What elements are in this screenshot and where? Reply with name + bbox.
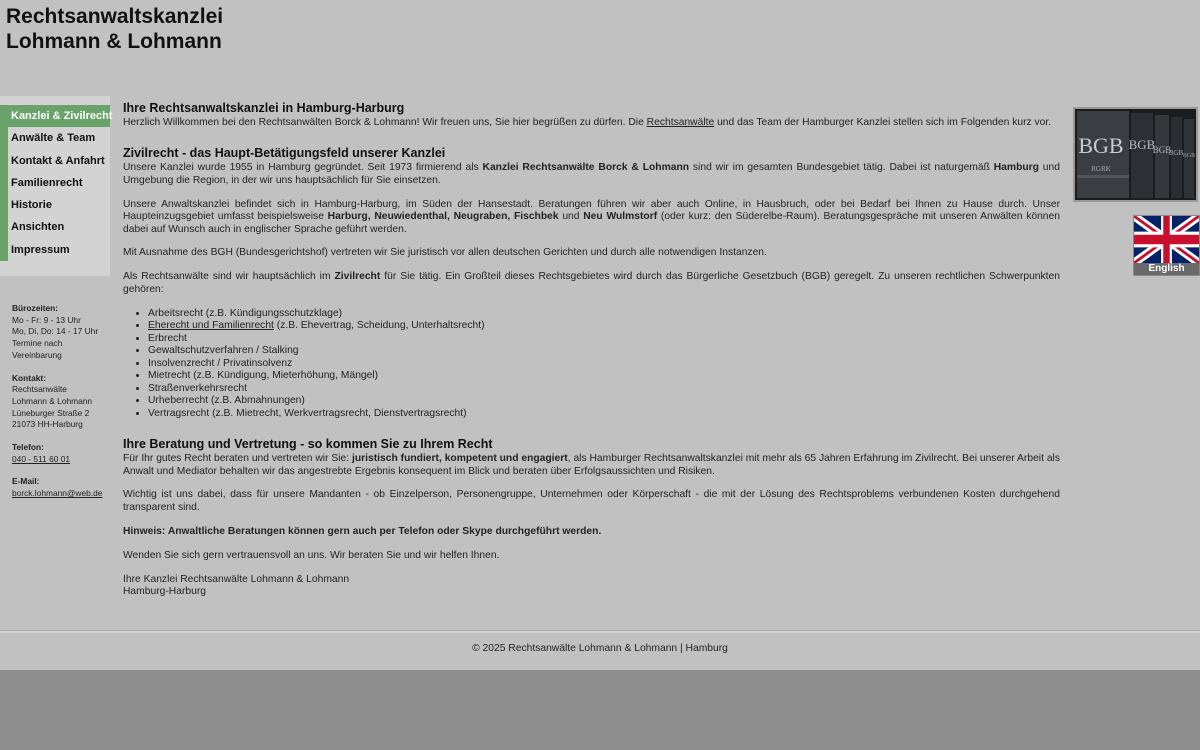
office-hours-line: Mo, Di, Do: 14 - 17 Uhr (12, 326, 99, 337)
nav-list (0, 105, 113, 261)
paragraph-focus (123, 271, 1060, 296)
site-title-line2: Lohmann & Lohmann (6, 30, 222, 53)
nav-item-familienrecht[interactable]: Familienrecht (0, 172, 110, 194)
section-heading-beratung: Ihre Beratung und Vertretung - so kommen Sie zu Ihrem Recht (123, 437, 493, 452)
email-label: E-Mail: (12, 476, 40, 487)
intro-paragraph (123, 117, 1060, 129)
office-hours-line: Mo - Fr: 9 - 13 Uhr (12, 314, 81, 325)
bgb-spine-text: BGB (1128, 137, 1156, 152)
signature-line: Hamburg-Harburg (123, 586, 206, 597)
bold-text: Hamburg (993, 162, 1039, 174)
paragraph-location (123, 199, 1060, 236)
bgb-spine-text: BGB (1168, 149, 1184, 157)
nav-item-kontakt-anfahrt[interactable]: Kontakt & Anfahrt (0, 150, 110, 172)
list-item: • Mietrecht (z.B. Kündigung, Mieterhöhung, Mängel) (148, 370, 1060, 383)
text: Als Rechtsanwälte sind wir hauptsächlich im (123, 271, 335, 283)
office-hours-line: Vereinbarung (12, 349, 62, 360)
contact-line: Lohmann & Lohmann (12, 395, 93, 406)
contact-label: Kontakt: (12, 372, 46, 383)
bgb-small-text: RGRK (1091, 165, 1111, 173)
signature-line: Ihre Kanzlei Rechtsanwälte Lohmann & Lohmann (123, 573, 350, 585)
rechtsanwaelte-link[interactable]: Rechtsanwälte (646, 117, 715, 128)
list-item: • Urheberrecht (z.B. Abmahnungen) (148, 395, 1060, 408)
list-item: • Insolvenzrecht / Privatinsolvenz (148, 358, 1060, 371)
text: (z.B. Ehevertrag, Scheidung, Unterhaltsrecht) (273, 320, 485, 332)
footer-divider (0, 630, 1200, 633)
bgb-spine-text: BGB (1152, 145, 1172, 155)
paragraph-costs: Wichtig ist uns dabei, dass für unsere Mandanten - ob Einzelperson, Personengruppe, Unternehmen oder Körperschaft - die mit der Lösung des Rechtsproblems verbundenen Kosten durchgehend transparent sind. (123, 489, 1060, 513)
intro-text: und das Team der Hamburger Kanzlei stellen sich im Folgenden kurz vor. (714, 117, 1052, 128)
list-item: • Straßenverkehrsrecht (148, 383, 1060, 396)
list-item: • Arbeitsrecht (z.B. Kündigungsschutzklage) (148, 308, 1060, 321)
paragraph-closing: Wenden Sie sich gern vertrauensvoll an uns. Wir beraten Sie und wir helfen Ihnen. (123, 549, 500, 561)
bgb-books-image (1073, 107, 1198, 202)
page-heading: Ihre Rechtsanwaltskanzlei in Hamburg-Harburg (123, 101, 405, 115)
nav-item-historie[interactable]: Historie (0, 194, 110, 216)
bold-text: Zivilrecht (334, 271, 381, 283)
contact-block (12, 373, 112, 432)
list-item (148, 320, 1060, 333)
contact-line: Lüneburger Straße 2 (12, 407, 90, 418)
text: für Sie tätig. Ein Großteil dieses Rechtsgebietes wird durch das Bürgerliche Gesetzbuch (BGB) geregelt. Zu unseren rechtlichen Schwerpunkten gehören: (123, 271, 1060, 295)
phone-label: Telefon: (12, 442, 44, 453)
text: und (558, 211, 584, 223)
site-title-line1: Rechtsanwaltskanzlei (6, 5, 224, 28)
section-heading-zivilrecht: Zivilrecht - das Haupt-Betätigungsfeld unserer Kanzlei (123, 146, 446, 161)
paragraph-courts: Mit Ausnahme des BGH (Bundesgerichtshof) vertreten wir Sie juristisch vor allen deutschen Gerichten und durch alle notwendigen Instanzen. (123, 247, 767, 259)
nav-item-anwaelte-team[interactable]: Anwälte & Team (0, 127, 110, 149)
bold-text: Harburg, Neuwiedenthal, Neugraben, Fischbek (327, 211, 559, 223)
bgb-spine-text: BGB (1182, 153, 1196, 159)
nav-item-ansichten[interactable]: Ansichten (0, 216, 110, 238)
bold-text: Neu Wulmstorf (583, 211, 658, 223)
text: sind wir im gesamten Bundesgebiet tätig. Dabei ist naturgemäß (689, 162, 994, 174)
footer-copyright: © 2025 Rechtsanwälte Lohmann & Lohmann | Hamburg (472, 643, 728, 654)
bgb-books-illustration (1075, 109, 1196, 200)
office-hours (12, 303, 112, 362)
intro-text: Herzlich Willkommen bei den Rechtsanwälten Borck & Lohmann! Wir freuen uns, Sie hier begrüßen zu dürfen. Die (123, 117, 647, 128)
list-item: • Vertragsrecht (z.B. Mietrecht, Werkvertragsrecht, Dienstvertragsrecht) (148, 408, 1060, 421)
text: und Umgebung die Region, in der wir uns hauptsächlich für Sie einsetzen. (123, 162, 1060, 186)
english-label: English (1134, 263, 1199, 275)
office-hours-line: Termine nach (12, 338, 63, 349)
phone-block (12, 442, 112, 465)
english-language-button[interactable] (1133, 215, 1200, 276)
bold-text: Kanzlei Rechtsanwälte Borck & Lohmann (482, 162, 690, 174)
main-content (123, 100, 1060, 598)
nav-item-kanzlei-zivilrecht[interactable]: Kanzlei & Zivilrecht (0, 105, 110, 127)
sidebar-info (12, 303, 112, 511)
contact-line: Rechtsanwälte (12, 384, 67, 395)
list-item: • Erbrecht (148, 333, 1060, 346)
paragraph-approach (123, 453, 1060, 478)
email-link[interactable]: borck.lohmann@web.de (12, 488, 103, 499)
phone-link[interactable]: 040 - 511 60 01 (12, 453, 71, 464)
bold-text: juristisch fundiert, kompetent und engagiert (352, 453, 568, 465)
uk-flag-icon (1134, 216, 1199, 263)
main-navigation (0, 96, 113, 276)
text: (oder kurz: den Süderelbe-Raum). Beratungsgespräche mit unseren Anwälten können dabei auf Wunsch auch in englischer Sprache geführt werden. (123, 211, 1060, 235)
nav-item-impressum[interactable]: Impressum (0, 239, 110, 261)
site-title (6, 4, 223, 54)
email-block (12, 476, 112, 499)
practice-areas-list (123, 308, 1060, 421)
bold-text: Hinweis: Anwaltliche Beratungen können gern auch per Telefon oder Skype durchgeführt werden. (123, 525, 602, 537)
paragraph-history (123, 162, 1060, 187)
text: Unsere Kanzlei wurde 1955 in Hamburg gegründet. Seit 1973 firmierend als (123, 162, 483, 174)
text: Unsere Anwaltskanzlei befindet sich in Hamburg-Harburg, im Süden der Hansestadt. Beratungen führen wir aber auch Online, in Hausbruch, oder bei Bedarf bei Ihnen zu Hause durch. Unser Haupteinzugsgebiet umfasst beispielsweise (123, 198, 1060, 223)
bgb-spine-text: BGB (1078, 133, 1124, 158)
contact-line: 21073 HH-Harburg (12, 419, 83, 430)
office-hours-label: Bürozeiten: (12, 303, 59, 313)
familienrecht-link[interactable]: Eherecht und Familienrecht (148, 320, 274, 332)
text: , als Hamburger Rechtsanwaltskanzlei mit mehr als 65 Jahren Erfahrung im Zivilrecht. Bei unserer Arbeit als Anwalt und Mediator behalten wir das angestrebte Ergebnis konsequent im Blick und beraten über Erfolgsaussichten und Risiken. (123, 453, 1060, 477)
paragraph-note (123, 526, 1060, 538)
text: Für Ihr gutes Recht beraten und vertreten wir Sie: (123, 453, 352, 465)
list-item: • Gewaltschutzverfahren / Stalking (148, 345, 1060, 358)
